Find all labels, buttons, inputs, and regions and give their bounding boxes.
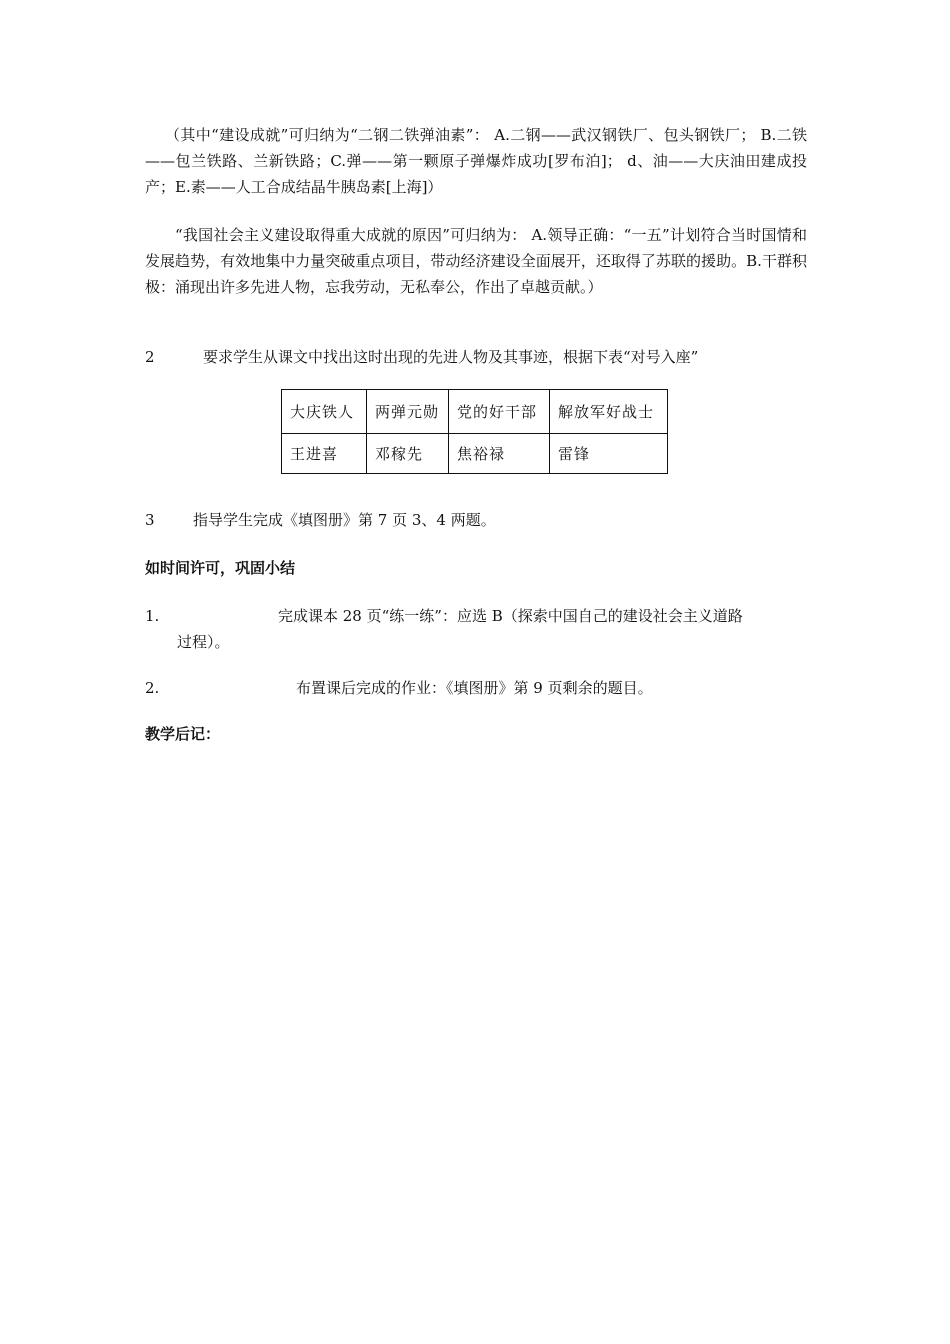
list-item-continuation: 过程）。	[177, 633, 230, 651]
item-2-text: 要求学生从课文中找出这时出现的先进人物及其事迹，根据下表“对号入座”	[203, 348, 699, 366]
table-row	[282, 434, 668, 474]
paragraph-achievements: （其中“建设成就”可归纳为“二钢二铁弹油素”： A.二钢——武汉钢铁厂、包头钢铁厂； B.二铁——包兰铁路、兰新铁路；C.弹——第一颗原子弹爆炸成功[罗布泊]； d、油——大庆油田建成投产；E.素——人工合成结晶牛胰岛素[上海]）	[145, 126, 807, 196]
section-heading-reflection: 教学后记：	[145, 725, 221, 743]
table-cell: 党的好干部	[449, 390, 550, 434]
list-item	[145, 675, 807, 701]
table-cell: 邓稼先	[367, 434, 449, 474]
table-cell: 大庆铁人	[282, 390, 367, 434]
item-3	[145, 507, 807, 533]
item-2-number: 2	[145, 348, 155, 366]
table-cell: 焦裕禄	[449, 434, 550, 474]
section-heading-summary: 如时间许可，巩固小结	[145, 559, 296, 577]
heroes-table	[281, 389, 668, 474]
table-header-row	[282, 390, 668, 434]
table-cell: 解放军好战士	[550, 390, 668, 434]
list-item	[145, 603, 807, 655]
list-item-text: 布置课后完成的作业：《填图册》第 9 页剩余的题目。	[296, 679, 653, 697]
list-item-number: 1.	[145, 607, 160, 625]
item-3-number: 3	[145, 511, 155, 529]
paragraph-reasons: “我国社会主义建设取得重大成就的原因”可归纳为： A.领导正确：“一五”计划符合当时国情和发展趋势，有效地集中力量突破重点项目，带动经济建设全面展开，还取得了苏联的援助。B.干群积极：涌现出许多先进人物，忘我劳动，无私奉公，作出了卓越贡献。）	[145, 226, 807, 296]
table-cell: 雷锋	[550, 434, 668, 474]
item-3-text: 指导学生完成《填图册》第 7 页 3、4 两题。	[193, 511, 496, 529]
item-2	[145, 344, 807, 370]
list-item-number: 2.	[145, 679, 160, 697]
list-item-text: 完成课本 28 页“练一练”：应选 B（探索中国自己的建设社会主义道路	[278, 607, 743, 625]
table-cell: 王进喜	[282, 434, 367, 474]
table-cell: 两弹元勋	[367, 390, 449, 434]
